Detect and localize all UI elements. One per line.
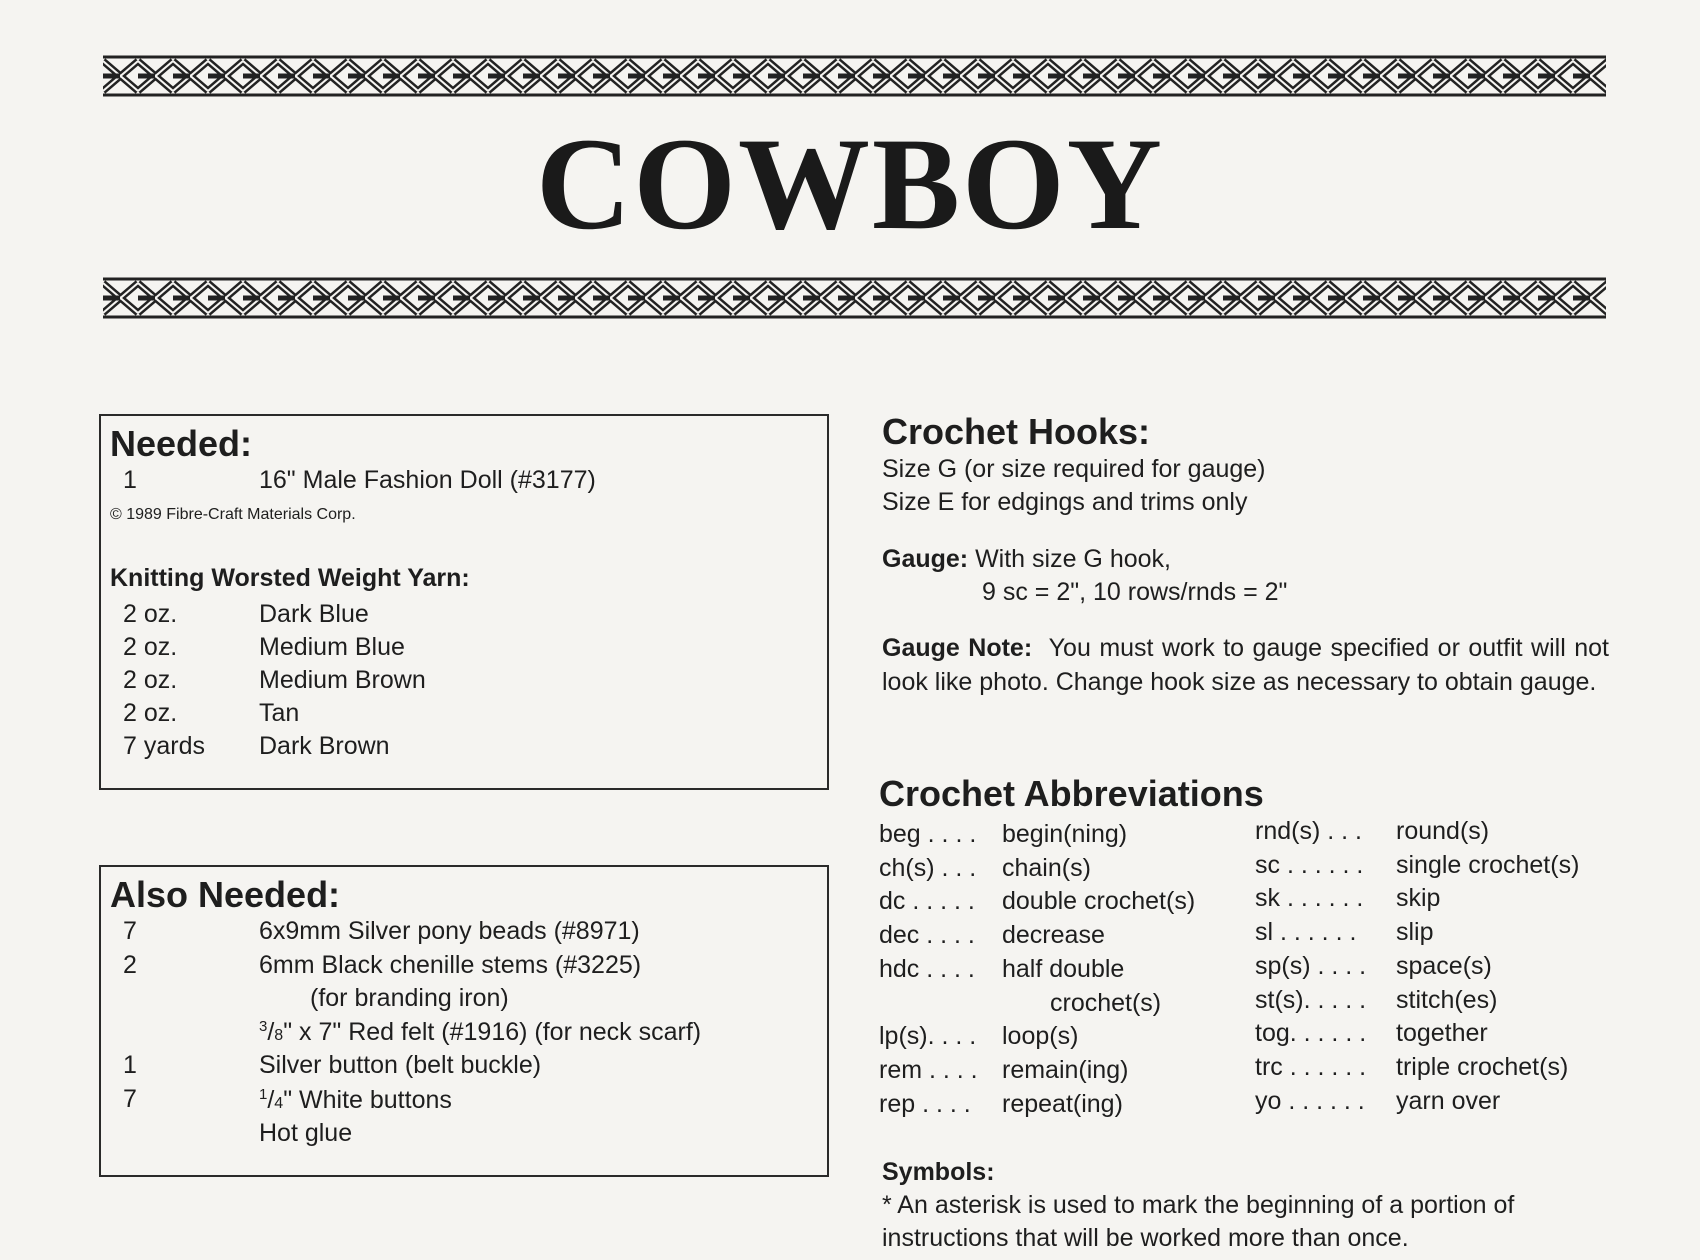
needed-box: Needed: 1 16" Male Fashion Doll (#3177) © 1989 Fibre-Craft Materials Corp. Knitting Worsted Weight Yarn: 2 oz. Dark Blue 2 oz. Medium Blue 2 oz. Medium Brown 2 oz. Tan 7 yards Dark Brown	[99, 414, 829, 790]
abbreviation-meaning: skip	[1396, 884, 1441, 913]
crochet-hooks-heading: Crochet Hooks:	[882, 411, 1151, 452]
abbreviation-key: yo . . . . . .	[1255, 1086, 1365, 1115]
also-needed-heading: Also Needed:	[110, 874, 341, 915]
abbreviation-meaning: round(s)	[1396, 817, 1490, 845]
abbreviation-meaning: yarn over	[1396, 1086, 1501, 1115]
abbreviation-key: ch(s) . . .	[879, 853, 977, 882]
abbreviation-key: rem . . . .	[879, 1055, 978, 1084]
abbreviation-key: beg . . . .	[879, 820, 977, 848]
hook-line: Size G (or size required for gauge)	[882, 455, 1266, 483]
gauge-label: Gauge:	[882, 545, 969, 573]
abbreviation-key: sp(s) . . . .	[1255, 951, 1367, 980]
abbreviation-meaning: loop(s)	[1002, 1022, 1079, 1051]
abbreviation-key: sc . . . . . .	[1255, 850, 1364, 879]
abbreviation-meaning: space(s)	[1396, 951, 1492, 980]
abbreviation-meaning: triple crochet(s)	[1396, 1052, 1569, 1081]
symbols-line: instructions that will be worked more than once.	[882, 1224, 1409, 1252]
hook-line: Size E for edgings and trims only	[882, 488, 1248, 516]
abbreviation-meaning: remain(ing)	[1002, 1055, 1129, 1084]
abbreviation-key: dc . . . . .	[879, 887, 975, 916]
braid-border-top	[103, 55, 1606, 97]
abbreviation-meaning: repeat(ing)	[1002, 1089, 1123, 1118]
abbreviation-meaning: chain(s)	[1002, 853, 1091, 882]
braid-border-bottom	[103, 277, 1606, 319]
symbols-heading: Symbols:	[882, 1158, 995, 1186]
abbreviation-meaning: half double	[1002, 954, 1125, 983]
copyright-notice: © 1989 Fibre-Craft Materials Corp.	[110, 506, 356, 523]
abbreviation-key: rnd(s) . . .	[1255, 817, 1362, 845]
abbreviations-heading: Crochet Abbreviations	[879, 773, 1264, 814]
abbreviation-meaning: decrease	[1002, 921, 1105, 950]
abbreviation-key: lp(s). . . .	[879, 1022, 977, 1051]
abbreviation-meaning: begin(ning)	[1002, 820, 1128, 848]
abbreviation-key: sk . . . . . .	[1255, 884, 1364, 913]
gauge-measure: 9 sc = 2", 10 rows/rnds = 2"	[982, 578, 1288, 606]
yarn-heading: Knitting Worsted Weight Yarn:	[110, 564, 470, 592]
symbols-line: * An asterisk is used to mark the beginning of a portion of	[882, 1191, 1515, 1219]
abbreviation-meaning: together	[1396, 1019, 1488, 1048]
gauge-line: Gauge: With size G hook,	[882, 545, 1171, 573]
abbreviation-meaning: double crochet(s)	[1002, 887, 1196, 916]
needed-heading: Needed:	[110, 423, 253, 464]
abbreviation-key: tog. . . . . .	[1255, 1019, 1367, 1048]
abbreviation-meaning: stitch(es)	[1396, 985, 1498, 1014]
abbreviation-key: sl . . . . . .	[1255, 918, 1357, 947]
page-title: COWBOY	[535, 110, 1165, 257]
abbreviation-key: rep . . . .	[879, 1089, 971, 1118]
abbreviation-key: dec . . . .	[879, 921, 975, 950]
gauge-note: Gauge Note: You must work to gauge specified or outfit will not look like photo. Change hook size as necessary to obtain gauge.	[882, 634, 1609, 696]
abbreviation-meaning: slip	[1396, 918, 1434, 947]
abbreviation-meaning: single crochet(s)	[1396, 850, 1580, 879]
abbreviation-key: trc . . . . . .	[1255, 1052, 1367, 1081]
also-needed-box: Also Needed: 7 6x9mm Silver pony beads (#8971) 2 6mm Black chenille stems (#3225) (for branding iron) $^3$/8" x 7" Red felt (#1916) (for neck scarf) 1 Silver button (belt buckle) 7 $^1$/4" White buttons Hot glue	[99, 865, 829, 1177]
abbreviation-key: hdc . . . .	[879, 954, 975, 983]
gauge-note-label: Gauge Note:	[882, 634, 1033, 662]
abbreviation-meaning: crochet(s)	[1050, 988, 1162, 1017]
abbreviation-key: st(s). . . . .	[1255, 985, 1367, 1014]
